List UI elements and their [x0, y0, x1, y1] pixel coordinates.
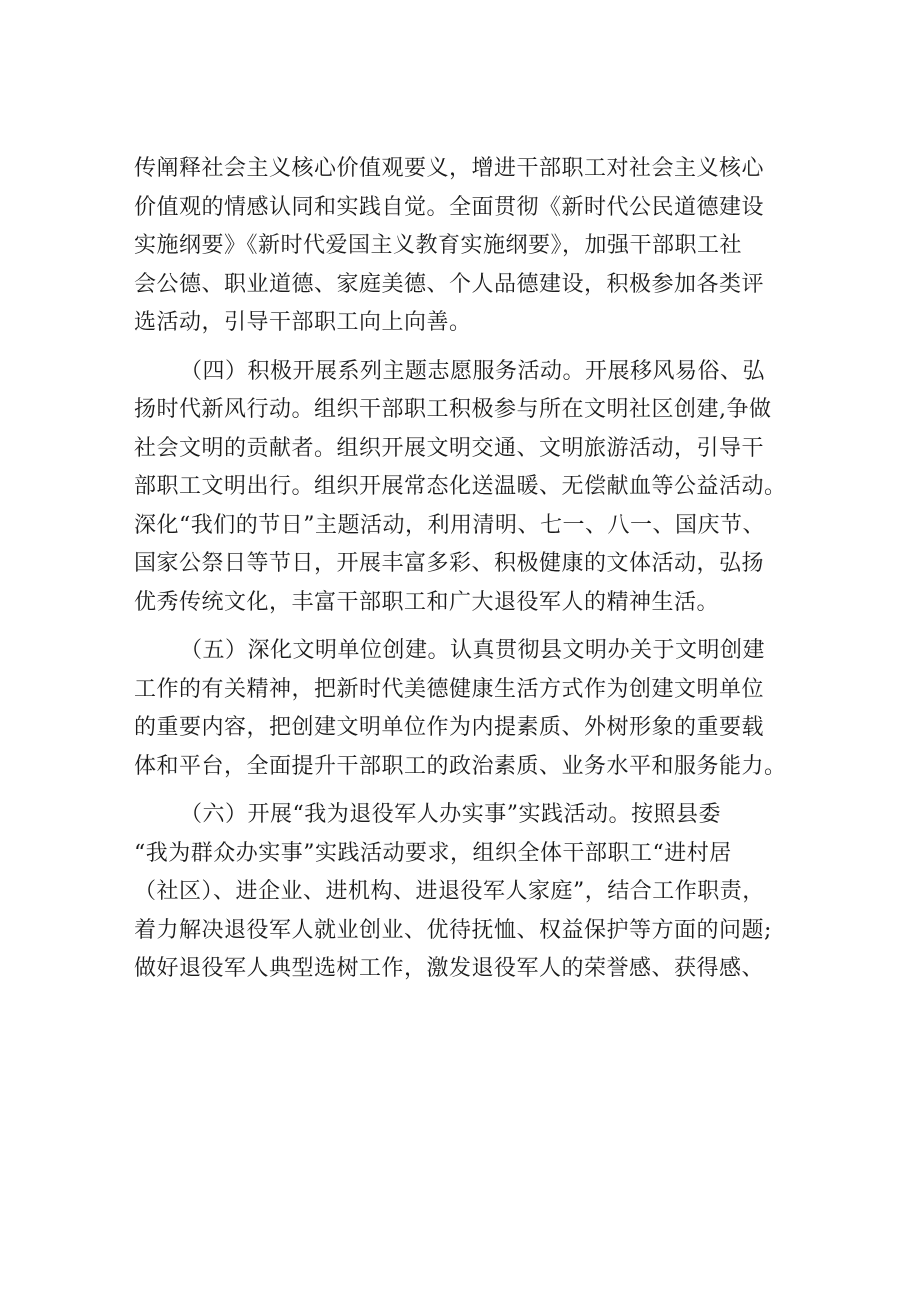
text-line: 选活动，引导干部职工向上向善。 [134, 310, 472, 335]
text-line: 深化“我们的节日”主题活动，利用清明、七一、八一、国庆节、 [134, 512, 765, 538]
text-line: 工作的有关精神，把新时代美德健康生活方式作为创建文明单位 [134, 676, 765, 702]
text-line: 扬时代新风行动。组织干部职工积极参与所在文明社区创建,争做 [134, 397, 772, 422]
text-line: 做好退役军人典型选树工作，激发退役军人的荣誉感、获得感、 [134, 956, 765, 981]
paragraph-1 [134, 150, 794, 343]
text-line: 价值观的情感认同和实践自觉。全面贯彻《新时代公民道德建设 [134, 194, 765, 220]
text-line: 传阐释社会主义核心价值观要义，增进干部职工对社会主义核心 [134, 156, 765, 181]
text-line: 优秀传统文化，丰富干部职工和广大退役军人的精神生活。 [134, 589, 720, 615]
text-line: （五）深化文明单位创建。认真贯彻县文明办关于文明创建 [180, 638, 766, 663]
text-line: 国家公祭日等节日，开展丰富多彩、积极健康的文体活动，弘扬 [134, 551, 765, 576]
text-line: （社区）、进企业、进机构、进退役军人家庭”，结合工作职责， [134, 879, 765, 904]
text-line: 实施纲要》《新时代爱国主义教育实施纲要》，加强干部职工社 [134, 233, 743, 258]
text-line: 的重要内容，把创建文明单位作为内提素质、外树形象的重要载 [134, 715, 765, 740]
paragraph-gap [134, 622, 794, 632]
text-line: （六）开展“我为退役军人办实事”实践活动。按照县委 [180, 802, 721, 827]
paragraph-gap [134, 343, 794, 353]
document-body [134, 150, 794, 989]
text-line: 社会文明的贡献者。组织开展文明交通、文明旅游活动，引导干 [134, 435, 765, 461]
paragraph-4 [134, 796, 794, 989]
paragraph-gap [134, 786, 794, 796]
text-line: 部职工文明出行。组织开展常态化送温暖、无偿献血等公益活动。 [134, 474, 787, 499]
text-line: 体和平台，全面提升干部职工的政治素质、业务水平和服务能力。 [134, 753, 787, 779]
text-line: “我为群众办实事”实践活动要求，组织全体干部职工“进村居 [134, 840, 732, 866]
text-line: 会公德、职业道德、家庭美德、个人品德建设，积极参加各类评 [134, 271, 765, 297]
text-line: 着力解决退役军人就业创业、优待抚恤、权益保护等方面的问题; [134, 917, 772, 943]
text-line: （四）积极开展系列主题志愿服务活动。开展移风易俗、弘 [180, 358, 766, 384]
paragraph-3 [134, 632, 794, 786]
paragraph-2 [134, 353, 794, 623]
